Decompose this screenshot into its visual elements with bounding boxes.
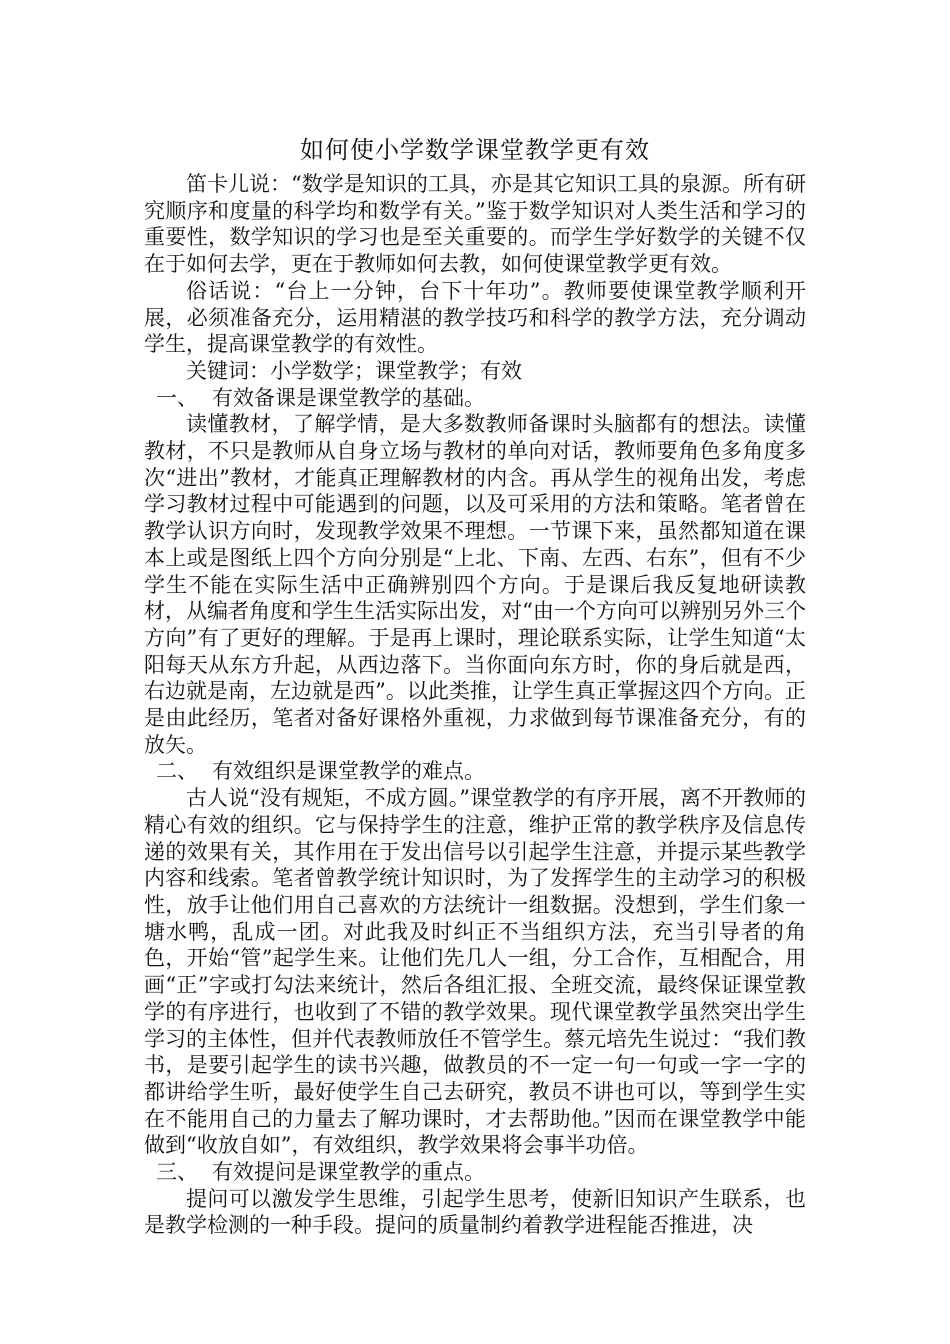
section-heading-text-2: 有效组织是课堂教学的难点。	[212, 759, 485, 784]
section-heading-1	[144, 385, 806, 412]
section-number-3: 三、	[156, 1160, 198, 1185]
section-number-1: 一、	[156, 385, 198, 410]
section-body-3: 提问可以激发学生思维，引起学生思考，使新旧知识产生联系，也是教学检测的一种手段。提问的质量制约着教学进程能否推进，决	[144, 1186, 806, 1238]
section-heading-text-3: 有效提问是课堂教学的重点。	[212, 1160, 485, 1185]
intro-paragraph-2: 俗话说：“台上一分钟，台下十年功”。教师要使课堂教学顺利开展，必须准备充分，运用精湛的教学技巧和科学的教学方法，充分调动学生，提高课堂教学的有效性。	[144, 278, 806, 357]
section-body-2: 古人说“没有规矩，不成方圆。”课堂教学的有序开展，离不开教师的精心有效的组织。它与保持学生的注意，维护正常的教学秩序及信息传递的效果有关，其作用在于发出信号以引起学生注意，并提示某些教学内容和线索。笔者曾教学统计知识时，为了发挥学生的主动学习的积极性，放手让他们用自己喜欢的方法统计一组数据。没想到，学生们象一塘水鸭，乱成一团。对此我及时纠正不当组织方法，充当引导者的角色，开始“管”起学生来。让他们先几人一组，分工合作，互相配合，用画“正”字或打勾法来统计，然后各组汇报、全班交流，最终保证课堂教学的有序进行，也收到了不错的教学效果。现代课堂教学虽然突出学生学习的主体性，但并代表教师放任不管学生。蔡元培先生说过：“我们教书，是要引起学生的读书兴趣，做教员的不一定一句一句或一字一字的都讲给学生听，最好使学生自己去研究，教员不讲也可以，等到学生实在不能用自己的力量去了解功课时，才去帮助他。”因而在课堂教学中能做到“收放自如”，有效组织，教学效果将会事半功倍。	[144, 786, 806, 1158]
page-title: 如何使小学数学课堂教学更有效	[300, 136, 650, 164]
document-content	[144, 131, 806, 1239]
section-body-1: 读懂教材，了解学情，是大多数教师备课时头脑都有的想法。读懂教材，不只是教师从自身立场与教材的单向对话，教师要角色多角度多次“进出”教材，才能真正理解教材的内含。再从学生的视角出发，考虑学习教材过程中可能遇到的问题，以及可采用的方法和策略。笔者曾在教学认识方向时，发现教学效果不理想。一节课下来，虽然都知道在课本上或是图纸上四个方向分别是“上北、下南、左西、右东”，但有不少学生不能在实际生活中正确辨别四个方向。于是课后我反复地研读教材，从编者角度和学生生活实际出发，对“由一个方向可以辨别另外三个方向”有了更好的理解。于是再上课时，理论联系实际，让学生知道“太阳每天从东方升起，从西边落下。当你面向东方时，你的身后就是西，右边就是南，左边就是西”。以此类推，让学生真正掌握这四个方向。正是由此经历，笔者对备好课格外重视，力求做到每节课准备充分，有的放矢。	[144, 412, 806, 757]
keywords-line: 关键词：小学数学；课堂教学；有效	[186, 358, 522, 383]
section-heading-3	[144, 1159, 806, 1186]
intro-paragraph-1: 笛卡儿说：“数学是知识的工具，亦是其它知识工具的泉源。所有研究顺序和度量的科学均和数学有关。”鉴于数学知识对人类生活和学习的重要性，数学知识的学习也是至关重要的。而学生学好数学的关键不仅在于如何去学，更在于教师如何去教，如何使课堂教学更有效。	[144, 172, 806, 277]
section-number-2: 二、	[156, 759, 198, 784]
section-heading-2	[144, 758, 806, 785]
section-heading-text-1: 有效备课是课堂教学的基础。	[212, 385, 485, 410]
